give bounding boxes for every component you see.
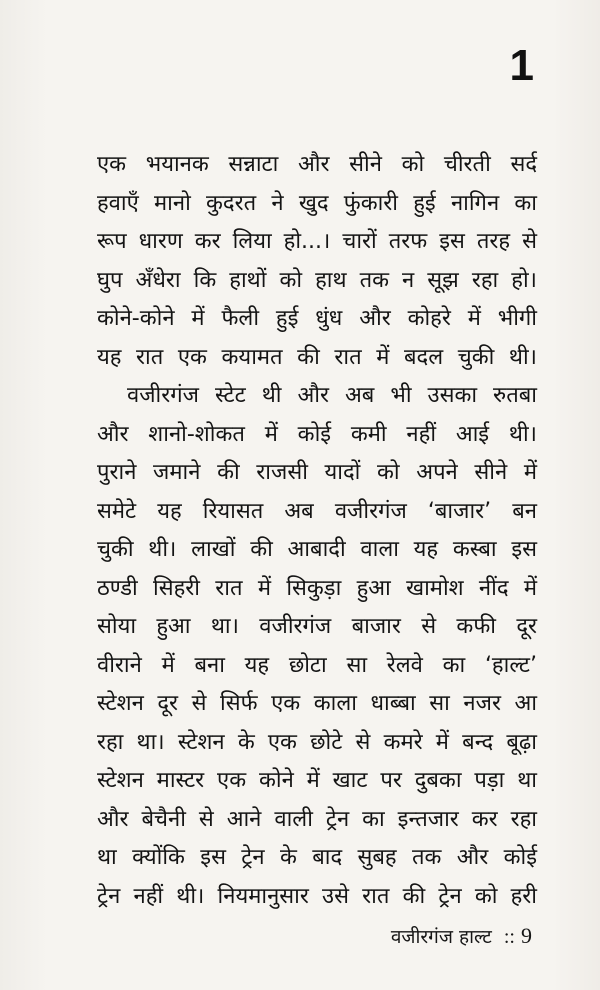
- paragraph-start-line: वजीरगंज स्टेट थी और अब भी उसका रुतबा: [127, 383, 537, 408]
- footer-separator: ::: [503, 926, 515, 948]
- text-line: रहा था। स्टेशन के एक छोटे से कमरे में बन्द बूढ़ा: [97, 729, 537, 755]
- text-line: था क्योंकि इस ट्रेन के बाद सुबह तक और कोई: [97, 845, 537, 870]
- text-line: घुप अँधेरा कि हाथों को हाथ तक न सूझ रहा हो।: [97, 267, 537, 293]
- text-line: और शानो-शोकत में कोई कमी नहीं आई थी।: [97, 421, 537, 447]
- text-line: स्टेशन मास्टर एक कोने में खाट पर दुबका पड़ा था: [97, 768, 537, 793]
- text-line: पुराने जमाने की राजसी यादों को अपने सीने में: [97, 460, 537, 485]
- page-number: 9: [521, 923, 532, 948]
- text-line: रूप धारण कर लिया हो...। चारों तरफ इस तरह से: [97, 229, 537, 254]
- text-line: ठण्डी सिहरी रात में सिकुड़ा हुआ खामोश नींद में: [97, 575, 537, 601]
- text-line: और बेचैनी से आने वाली ट्रेन का इन्तजार कर रहा: [97, 806, 537, 832]
- chapter-number: 1: [509, 41, 534, 90]
- page-footer: [391, 922, 532, 951]
- text-line: सोया हुआ था। वजीरगंज बाजार से कफी दूर: [97, 614, 537, 639]
- text-line: ट्रेन नहीं थी। नियमानुसार उसे रात की ट्रेन को हरी: [97, 883, 537, 909]
- text-line: समेटे यह रियासत अब वजीरगंज ‘बाजार’ बन: [97, 498, 537, 524]
- text-line: यह रात एक कयामत की रात में बदल चुकी थी।: [97, 344, 537, 370]
- text-line: कोने-कोने में फैली हुई धुंध और कोहरे में भीगी: [97, 306, 537, 331]
- text-line: एक भयानक सन्नाटा और सीने को चीरती सर्द: [97, 152, 537, 177]
- chapter-body-text: [97, 146, 537, 916]
- footer-book-title: वजीरगंज हाल्ट: [390, 926, 492, 948]
- text-line: स्टेशन दूर से सिर्फ एक काला धाब्बा सा नजर आ: [97, 691, 537, 716]
- text-line: वीराने में बना यह छोटा सा रेलवे का ‘हाल्ट’: [97, 652, 537, 678]
- text-line: चुकी थी। लाखों की आबादी वाला यह कस्बा इस: [97, 537, 537, 562]
- text-line: हवाएँ मानो कुदरत ने खुद फुंकारी हुई नागिन का: [97, 190, 537, 216]
